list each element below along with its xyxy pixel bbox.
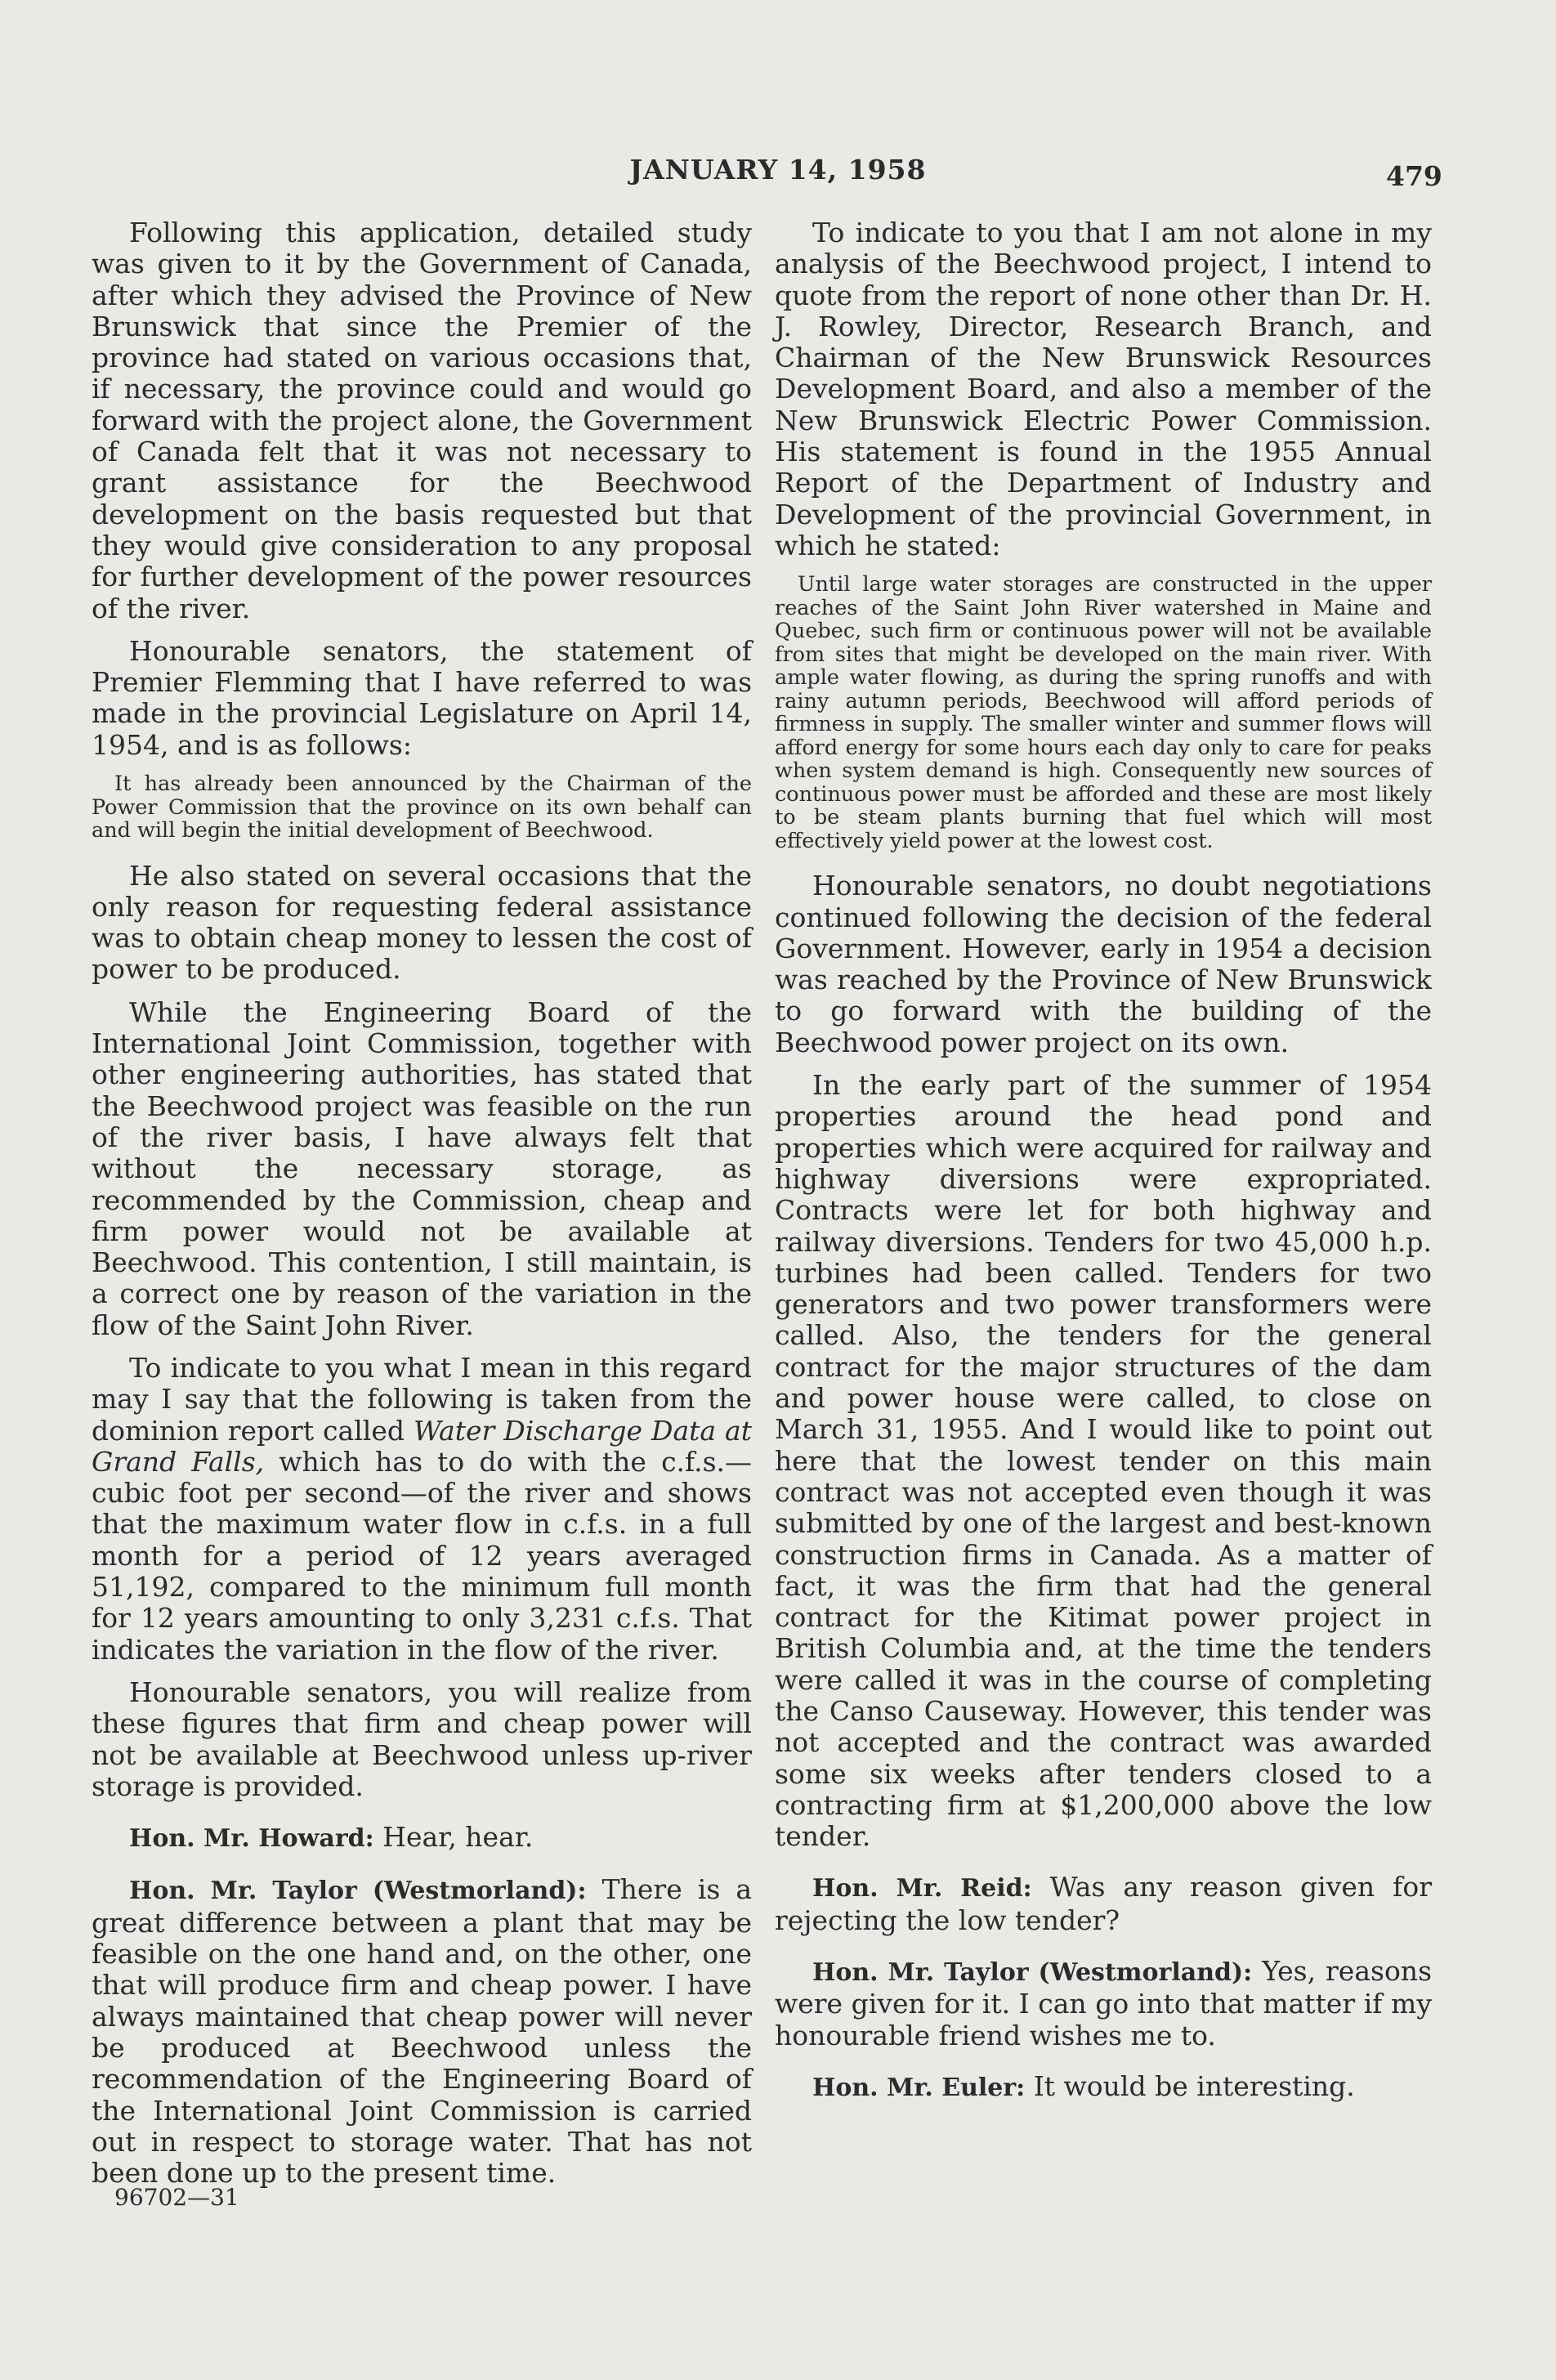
speech-taylor <box>775 1956 1432 2051</box>
block-quote: It has already been announced by the Chairman of the Power Commission that the province on its own behalf can and will begin the initial development of Beechwood. <box>92 772 752 843</box>
page-number: 479 <box>1386 160 1442 192</box>
speaker-name: Hon. Mr. Taylor (Westmorland): <box>129 1877 587 1906</box>
page-header-date: JANUARY 14, 1958 <box>629 154 927 186</box>
paragraph: Honourable senators, no doubt negotiations continued following the decision of the federal Government. However, early in 1954 a decision was reached by the Province of New Brunswick to go forward with the building of the Beechwood power project on its own. <box>775 870 1432 1058</box>
speech-text: It would be interesting. <box>1033 2069 1355 2102</box>
speech-euler <box>775 2071 1432 2104</box>
speaker-name: Hon. Mr. Taylor (Westmorland): <box>812 1958 1253 1988</box>
speaker-name: Hon. Mr. Reid: <box>812 1874 1032 1904</box>
speech-taylor <box>92 1874 752 2189</box>
speaker-name: Hon. Mr. Howard: <box>129 1824 374 1854</box>
speech-howard <box>92 1822 752 1854</box>
speech-text: Was any reason given for rejecting the low tender? <box>775 1871 1432 1936</box>
speech-text: Yes, reasons were given for it. I can go into that matter if my honourable friend wishes me to. <box>775 1955 1432 2051</box>
paragraph <box>92 1353 752 1666</box>
footer-code: 96702—31 <box>114 2184 239 2211</box>
speech-text: Hear, hear. <box>382 1821 534 1854</box>
speaker-name: Hon. Mr. Euler: <box>812 2073 1026 2102</box>
paragraph-text: To indicate to you what I mean in this regard may I say that the following is taken from the dominion report called <box>92 1352 752 1447</box>
paragraph: In the early part of the summer of 1954 properties around the head pond and properties which were acquired for railway and highway diversions were expropriated. Contracts were let for both highway and railway diversions. Tenders for two 45,000 h.p. turbines had been called. Tenders for two generators and two power transformers were called. Also, the tenders for the general contract for the major structures of the dam and power house were called, to close on March 31, 1955. And I would like to point out here that the lowest tender on this main contract was not accepted even though it was submitted by one of the largest and best-known construction firms in Canada. As a matter of fact, it was the firm that had the general contract for the Kitimat power project in British Columbia and, at the time the tenders were called it was in the course of completing the Canso Causeway. However, this tender was not accepted and the contract was awarded some six weeks after tenders closed to a contracting firm at $1,200,000 above the low tender. <box>775 1069 1432 1853</box>
speech-reid <box>775 1872 1432 1936</box>
paragraph: To indicate to you that I am not alone in my analysis of the Beechwood project, I intend to quote from the report of none other than Dr. H. J. Rowley, Director, Research Branch, and Chairman of the New Brunswick Resources Development Board, and also a member of the New Brunswick Electric Power Commission. His statement is found in the 1955 Annual Report of the Department of Industry and Development of the provincial Government, in which he stated: <box>775 217 1432 561</box>
block-quote: Until large water storages are constructed in the upper reaches of the Saint John River watershed in Maine and Quebec, such firm or continuous power will not be available from sites that might be developed on the main river. With ample water flowing, as during the spring runoffs and with rainy autumn periods, Beechwood will afford periods of firmness in supply. The smaller winter and summer flows will afford energy for some hours each day only to care for peaks when system demand is high. Consequently new sources of continuous power must be afforded and these are most likely to be steam plants burning that fuel which will most effectively yield power at the lowest cost. <box>775 572 1432 853</box>
paragraph: Honourable senators, the statement of Premier Flemming that I have referred to was made in the provincial Legislature on April 14, 1954, and is as follows: <box>92 634 752 761</box>
report-title: Water Discharge Data at Grand Falls, <box>92 1414 752 1478</box>
right-column <box>775 217 1432 2115</box>
paragraph: Honourable senators, you will realize from these figures that firm and cheap power will not be available at Beechwood unless up-river storage is provided. <box>92 1675 752 1802</box>
paragraph: Following this application, detailed study was given to it by the Government of Canada, after which they advised the Province of New Brunswick that since the Premier of the province had stated on various occasions that, if necessary, the province could and would go forward with the project alone, the Government of Canada felt that it was not necessary to grant assistance for the Beechwood development on the basis requested but that they would give consideration to any proposal for further development of the power resources of the river. <box>92 217 752 624</box>
paragraph-text: which has to do with the c.f.s.—cubic foot per second—of the river and shows that the maximum water flow in c.f.s. in a full month for a period of 12 years averaged 51,192, compared to the minimum full month for 12 years amounting to only 3,231 c.f.s. That indicates the variation in the flow of the river. <box>92 1445 752 1666</box>
paragraph: He also stated on several occasions that the only reason for requesting federal assistance was to obtain cheap money to lessen the cost of power to be produced. <box>92 859 752 986</box>
speech-text: There is a great difference between a plant that may be feasible on the one hand and, on the other, one that will produce firm and cheap power. I have always maintained that cheap power will never be produced at Beechwood unless the recommendation of the Engineering Board of the International Joint Commission is carried out in respect to storage water. That has not been done up to the present time. <box>92 1873 752 2190</box>
paragraph: While the Engineering Board of the International Joint Commission, together with other engineering authorities, has stated that the Beechwood project was feasible on the run of the river basis, I have always felt that without the necessary storage, as recommended by the Commission, cheap and firm power would not be available at Beechwood. This contention, I still maintain, is a correct one by reason of the variation in the flow of the Saint John River. <box>92 995 752 1341</box>
left-column <box>92 217 752 2200</box>
